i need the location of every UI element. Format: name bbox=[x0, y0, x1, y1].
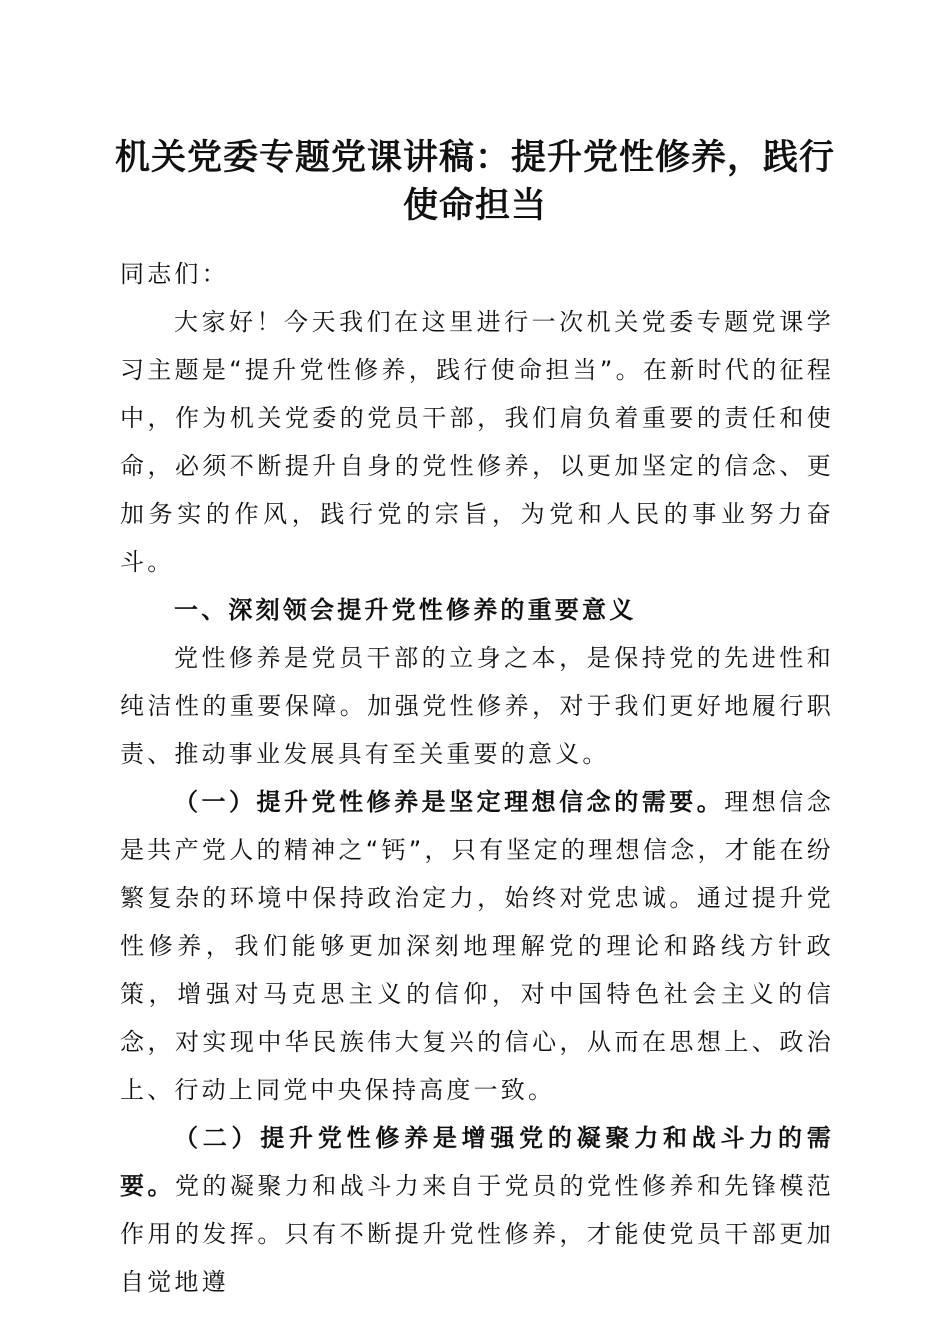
document-title bbox=[100, 134, 850, 230]
subsection-1-lead: （一）提升党性修养是坚定理想信念的需要。 bbox=[174, 787, 725, 816]
title-line-1: 机关党委专题党课讲稿：提升党性修养，践行 bbox=[114, 137, 835, 178]
subsection-1-paragraph bbox=[120, 778, 834, 1114]
subsection-2-body: 党的凝聚力和战斗力来自于党员的党性修养和先锋模范作用的发挥。只有不断提升党性修养，才能使党员干部更加自觉地遵 bbox=[120, 1172, 834, 1296]
title-line-2: 使命担当 bbox=[402, 185, 547, 226]
salutation: 同志们： bbox=[120, 260, 229, 288]
section-1-paragraph: 党性修养是党员干部的立身之本，是保持党的先进性和纯洁性的重要保障。加强党性修养，对于我们更好地履行职责、推动事业发展具有至关重要的意义。 bbox=[120, 644, 834, 768]
subsection-2-paragraph bbox=[120, 1114, 834, 1306]
subsection-1-body: 理想信念是共产党人的精神之“钙”，只有坚定的理想信念，才能在纷繁复杂的环境中保持政治定力，始终对党忠诚。通过提升党性修养，我们能够更加深刻地理解党的理论和路线方针政策，增强对马克思主义的信仰，对中国特色社会主义的信念，对实现中华民族伟大复兴的信心，从而在思想上、政治上、行动上同党中央保持高度一致。 bbox=[120, 788, 834, 1104]
section-1-heading: 一、深刻领会提升党性修养的重要意义 bbox=[174, 596, 637, 624]
document-body bbox=[120, 250, 834, 1306]
intro-paragraph: 大家好！今天我们在这里进行一次机关党委专题党课学习主题是“提升党性修养，践行使命担当”。在新时代的征程中，作为机关党委的党员干部，我们肩负着重要的责任和使命，必须不断提升自身的党性修养，以更加坚定的信念、更加务实的作风，践行党的宗旨，为党和人民的事业努力奋斗。 bbox=[120, 308, 834, 576]
subsection-2-lead: （二）提升党性修养是增强党的凝聚力和战斗力的需要。 bbox=[120, 1123, 834, 1200]
